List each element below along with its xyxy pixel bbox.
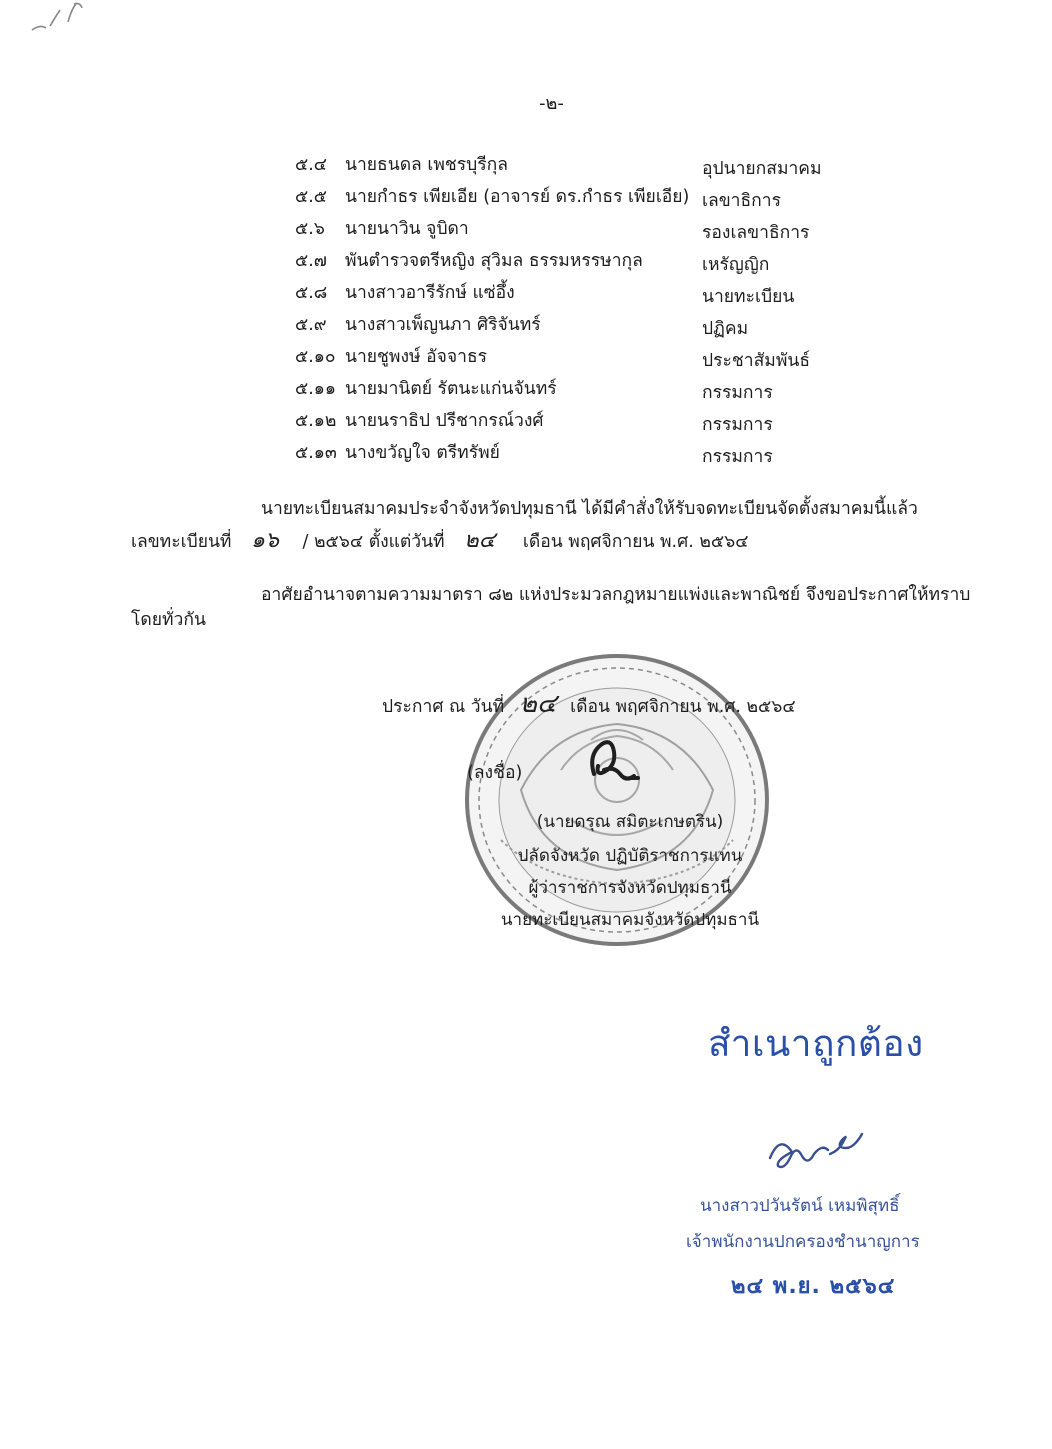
signatory-name: (นายดรุณ สมิตะเกษตริน) (536, 812, 724, 832)
member-name: นางสาวอารีรักษ์ แซ่อึ้ง (345, 283, 515, 303)
member-number: ๕.๕ (295, 187, 328, 207)
member-number: ๕.๘ (295, 283, 328, 303)
member-name: พันตำรวจตรีหญิง สุวิมล ธรรมหรรษากุล (345, 251, 643, 271)
member-row (295, 370, 855, 402)
registration-line-2 (131, 522, 748, 557)
registration-month: เดือน พฤศจิกายน พ.ศ. ๒๕๖๔ (522, 532, 749, 552)
handwritten-signature (580, 730, 650, 790)
member-name: นายนาวิน จูบิดา (345, 219, 469, 239)
certifier-title: เจ้าพนักงานปกครองชำนาญการ (686, 1232, 920, 1252)
registration-year: / ๒๕๖๔ ตั้งแต่วันที่ (302, 532, 445, 552)
member-position: อุปนายกสมาคม (702, 159, 822, 179)
member-row (295, 242, 855, 274)
member-row (295, 146, 855, 178)
signed-label: (ลงชื่อ) (467, 763, 523, 783)
member-position: เหรัญญิก (702, 255, 770, 275)
member-row (295, 434, 855, 466)
member-name: นายมานิตย์ รัตนะแก่นจันทร์ (345, 379, 557, 399)
announcement-date-line (382, 683, 796, 724)
member-row (295, 338, 855, 370)
handwritten-registration-number: ๑๖ (251, 528, 279, 553)
member-row (295, 178, 855, 210)
member-row (295, 274, 855, 306)
member-name: นายกำธร เพียเอีย (อาจารย์ ดร.กำธร เพียเอีย) (345, 187, 690, 207)
member-number: ๕.๙ (295, 315, 327, 335)
member-number: ๕.๑๑ (295, 379, 337, 399)
member-position: เลขาธิการ (702, 191, 781, 211)
member-name: นายนราธิป ปรีชากรณ์วงศ์ (345, 411, 544, 431)
signatory-title-2: ผู้ว่าราชการจังหวัดปทุมธานี (528, 878, 732, 898)
announcement-suffix: เดือน พฤศจิกายน พ.ศ. ๒๕๖๔ (570, 697, 796, 717)
member-position: นายทะเบียน (702, 287, 795, 307)
member-number: ๕.๑๐ (295, 347, 336, 367)
signatory-title-3: นายทะเบียนสมาคมจังหวัดปทุมธานี (500, 910, 760, 930)
member-position: ประชาสัมพันธ์ (702, 351, 811, 371)
member-number: ๕.๗ (295, 251, 327, 271)
member-position: กรรมการ (702, 447, 773, 467)
member-position: รองเลขาธิการ (702, 223, 810, 243)
handwritten-announcement-day: ๒๔ (519, 689, 557, 719)
page-number: -๒- (539, 93, 564, 114)
member-name: นางขวัญใจ ตรีทรัพย์ (345, 443, 500, 463)
certified-copy-stamp: สำเนาถูกต้อง (708, 1022, 924, 1065)
member-row (295, 306, 855, 338)
certifier-name: นางสาวปวันรัตน์ เหมพิสุทธิ์ (700, 1196, 900, 1216)
member-position: ปฏิคม (702, 319, 749, 339)
registration-number-label: เลขทะเบียนที่ (131, 532, 232, 552)
committee-member-list (295, 146, 855, 466)
authority-line-2: โดยทั่วกัน (131, 610, 206, 630)
member-number: ๕.๑๓ (295, 443, 337, 463)
member-number: ๕.๔ (295, 155, 328, 175)
member-number: ๕.๖ (295, 219, 325, 239)
certifier-signature (760, 1118, 880, 1178)
member-name: นายธนดล เพชรบุรีกุล (345, 155, 508, 175)
registration-line-1: นายทะเบียนสมาคมประจำจังหวัดปทุมธานี ได้มีคำสั่งให้รับจดทะเบียนจัดตั้งสมาคมนี้แล้ว (261, 499, 918, 519)
announcement-prefix: ประกาศ ณ วันที่ (382, 697, 505, 717)
member-position: กรรมการ (702, 415, 773, 435)
member-position: กรรมการ (702, 383, 773, 403)
member-number: ๕.๑๒ (295, 411, 337, 431)
handwritten-registration-day: ๒๔ (464, 528, 496, 553)
signatory-title-1: ปลัดจังหวัด ปฏิบัติราชการแทน (517, 846, 743, 866)
certification-date: ๒๔ พ.ย. ๒๕๖๔ (731, 1274, 896, 1299)
member-name: นางสาวเพ็ญนภา ศิริจันทร์ (345, 315, 541, 335)
member-row (295, 210, 855, 242)
authority-line-1: อาศัยอำนาจตามความมาตรา ๘๒ แห่งประมวลกฎหมายแพ่งและพาณิชย์ จึงขอประกาศให้ทราบ (261, 585, 971, 605)
corner-scribble (28, 0, 98, 40)
member-name: นายชูพงษ์ อัจจาธร (345, 347, 488, 367)
member-row (295, 402, 855, 434)
